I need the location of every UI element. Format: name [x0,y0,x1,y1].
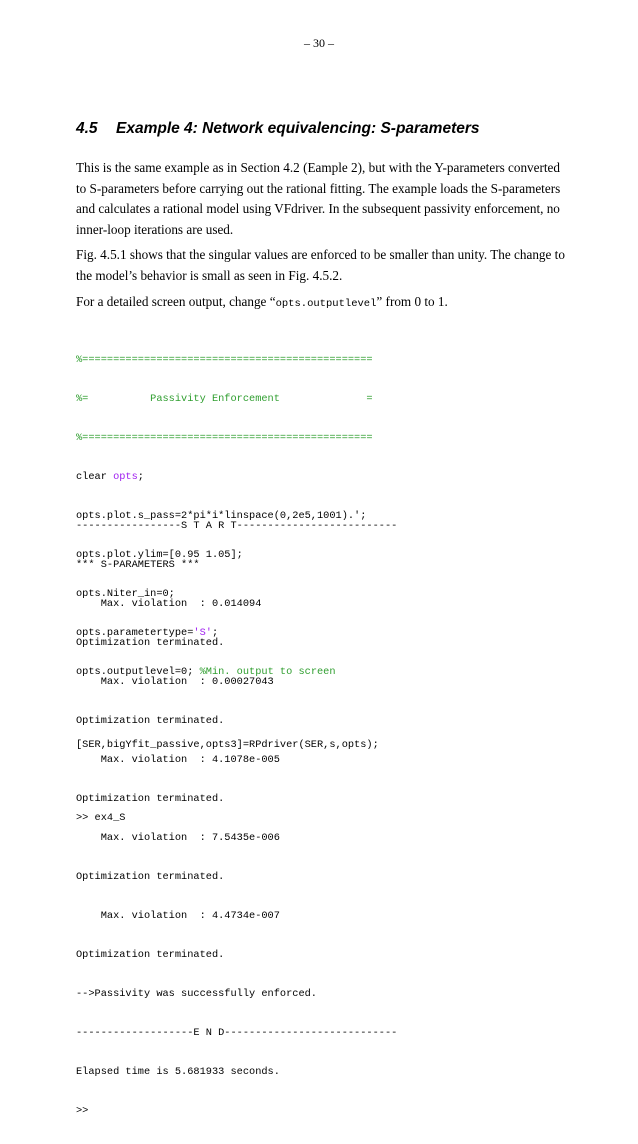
command-prompt-line: >> ex4_S [76,812,126,824]
code-comment-line: %=============================================== [76,354,373,366]
output-line: -----------------S T A R T-------------------------- [76,520,398,532]
code-line: opts.Niter_in=0; [76,588,175,600]
paragraph-text-before: For a detailed screen output, change “ [76,294,276,309]
page-number: – 30 – [304,36,334,50]
paragraph-line: and calculates a rational model using VFdriver. In the subsequent passivity enforcement, no [76,201,560,216]
code-line: opts.plot.s_pass=2*pi*i*linspace(0,2e5,1001).'; [76,510,367,522]
screen-output [76,494,397,1144]
output-line: Max. violation : 4.1078e-005 [76,754,280,766]
paragraph-line: This is the same example as in Section 4.2 (Eample 2), but with the Y-parameters converted [76,160,561,175]
figure-reference-paragraph [76,245,576,286]
code-line: opts.plot.ylim=[0.95 1.05]; [76,549,243,561]
section-title: Example 4: Network equivalencing: S-parameters [116,120,480,137]
output-line: Optimization terminated. [76,715,225,727]
paragraph-line: the model’s behavior is small as seen in Fig. 4.5.2. [76,267,343,283]
output-line: Max. violation : 7.5435e-006 [76,832,280,844]
code-argument: opts [113,471,138,483]
output-line: Optimization terminated. [76,637,225,649]
output-line: -->Passivity was successfully enforced. [76,988,317,1000]
code-string: 'S' [193,627,212,639]
section-heading [76,120,480,138]
output-line: >> [76,1105,89,1117]
section-number: 4.5 [76,120,98,137]
paragraph-text-after: ” from 0 to 1. [376,294,448,309]
code-terminator: ; [211,627,219,639]
code-line [76,471,379,484]
paragraph-line: to S-parameters before carrying out the rational fitting. The example loads the S-parameters [76,180,561,196]
output-line: Optimization terminated. [76,871,225,883]
code-keyword: clear [76,471,114,483]
output-line: Max. violation : 0.00027043 [76,676,274,688]
paragraph-line: Fig. 4.5.1 shows that the singular values are enforced to be smaller than unity. The change to [76,247,565,262]
code-text: opts.parametertype= [76,627,194,639]
output-line: Elapsed time is 5.681933 seconds. [76,1066,280,1078]
output-line: *** S-PARAMETERS *** [76,559,200,571]
paragraph-line: inner-loop iterations are used. [76,221,234,237]
intro-paragraph [76,158,576,240]
output-line: Optimization terminated. [76,793,225,805]
output-line: Max. violation : 4.4734e-007 [76,910,280,922]
code-comment-line: %=============================================== [76,432,373,444]
code-terminator: ; [137,471,144,483]
code-text: opts.outputlevel=0; [76,666,200,678]
paragraph-line [76,292,576,315]
code-comment-line: %= Passivity Enforcement = [76,393,373,405]
output-line: Max. violation : 0.014094 [76,598,262,610]
output-level-paragraph [76,292,576,315]
output-line: Optimization terminated. [76,949,225,961]
code-inline-comment: %Min. output to screen [199,666,336,678]
output-line: -------------------E N D---------------------------- [76,1027,398,1039]
inline-code: opts.outputlevel [275,298,377,310]
code-line: [SER,bigYfit_passive,opts3]=RPdriver(SER,s,opts); [76,739,379,751]
